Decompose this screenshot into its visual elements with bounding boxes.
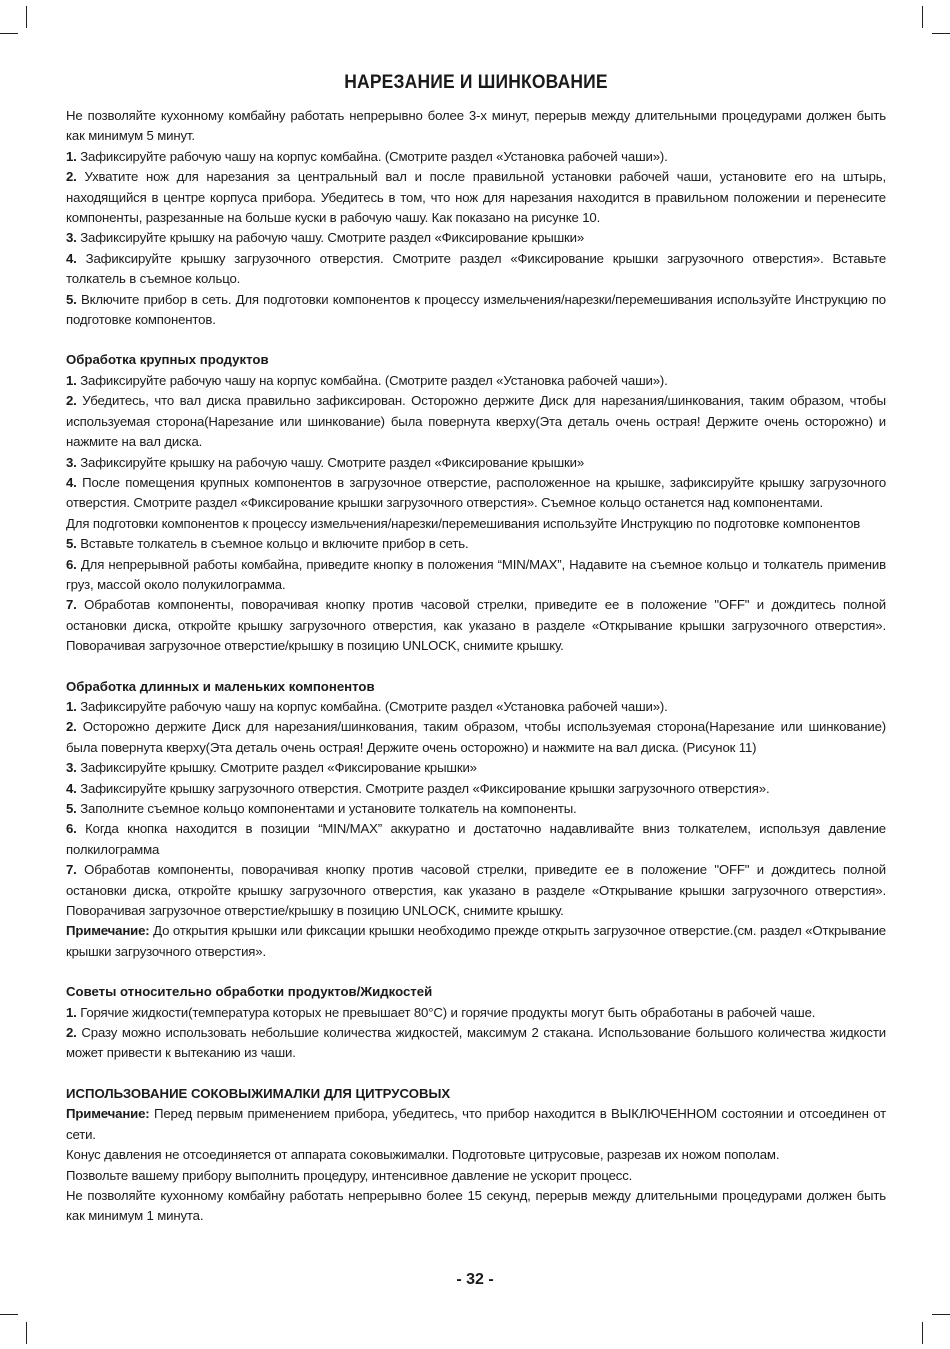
step-item: 7. Обработав компоненты, поворачивая кнопку против часовой стрелки, приведите ее в положение "OFF" и дождитесь полной остановки диска, откройте крышку загрузочного отверстия, как указано в разделе «Открывание крышки загрузочного отверстия». Поворачивая загрузочное отверстие/крышку в позицию UNLOCK, снимите крышку. [66, 862, 886, 919]
section-heading: Советы относительно обработки продуктов/Жидкостей [66, 984, 433, 1000]
step-item: 1. Зафиксируйте рабочую чашу на корпус комбайна. (Смотрите раздел «Установка рабочей чаши»). [66, 372, 668, 388]
steps-main [66, 147, 886, 331]
step-item: 6. Для непрерывной работы комбайна, приведите кнопку в положения “MIN/MAX”, Надавите на съемное кольцо и толкатель применив груз, массой около полукилограмма. [66, 556, 886, 592]
section-heading: Обработка длинных и маленьких компонентов [66, 678, 375, 694]
document-page [66, 72, 886, 1227]
section-long-small [66, 677, 886, 963]
crop-mark-top-left-h [0, 33, 18, 34]
crop-mark-bottom-left-v [26, 1322, 27, 1344]
note-item: Примечание: Перед первым применением прибора, убедитесь, что прибор находится в ВЫКЛЮЧЕННОМ состоянии и отсоединен от сети. [66, 1106, 886, 1142]
step-item: 7. Обработав компоненты, поворачивая кнопку против часовой стрелки, приведите ее в положение "OFF" и дождитесь полной остановки диска, откройте крышку загрузочного отверстия, как указано в разделе «Открывание крышки загрузочного отверстия». Поворачивая загрузочное отверстие/крышку в позицию UNLOCK, снимите крышку. [66, 597, 886, 654]
section-heading: Обработка крупных продуктов [66, 352, 269, 368]
paragraph: Конус давления не отсоединяется от аппарата соковыжималки. Подготовьте цитрусовые, разрезав их ножом пополам. [66, 1147, 780, 1163]
crop-mark-top-right-v [922, 6, 923, 28]
step-item: 1. Зафиксируйте рабочую чашу на корпус комбайна. (Смотрите раздел «Установка рабочей чаши»). [66, 148, 668, 164]
section-heading: ИСПОЛЬЗОВАНИЕ СОКОВЫЖИМАЛКИ ДЛЯ ЦИТРУСОВЫХ [66, 1085, 451, 1101]
step-item: 3. Зафиксируйте крышку на рабочую чашу. Смотрите раздел «Фиксирование крышки» [66, 230, 585, 246]
crop-mark-top-left-v [26, 6, 27, 28]
section-large-products [66, 350, 886, 656]
step-item: Для подготовки компонентов к процессу измельчения/нарезки/перемешивания используйте Инструкцию по подготовке компонентов [66, 515, 861, 531]
step-item: 6. Когда кнопка находится в позиции “MIN/MAX” аккуратно и достаточно надавливайте вниз толкателем, используя давление полкилограмма [66, 821, 886, 857]
step-item: 3. Зафиксируйте крышку. Смотрите раздел «Фиксирование крышки» [66, 760, 477, 776]
page-title: НАРЕЗАНИЕ И ШИНКОВАНИЕ [344, 72, 608, 93]
step-item: 1. Зафиксируйте рабочую чашу на корпус комбайна. (Смотрите раздел «Установка рабочей чаши»). [66, 698, 668, 714]
step-item: 2. Сразу можно использовать небольшие количества жидкостей, максимум 2 стакана. Использование большого количества жидкости может привести к вытеканию из чаши. [66, 1025, 886, 1061]
step-item: 2. Осторожно держите Диск для нарезания/шинкования, таким образом, чтобы используемая сторона(Нарезание или шинкование) была повернута кверху(Эта деталь очень острая! Держите очень осторожно) и нажмите на вал диска. (Рисунок 11) [66, 719, 886, 755]
crop-mark-bottom-left-h [0, 1314, 18, 1315]
step-item: 5. Вставьте толкатель в съемное кольцо и включите прибор в сеть. [66, 536, 469, 552]
step-item: 1. Горячие жидкости(температура которых не превышает 80°C) и горячие продукты могут быть обработаны в рабочей чаше. [66, 1004, 816, 1020]
section-tips [66, 982, 886, 1064]
step-item: 5. Включите прибор в сеть. Для подготовки компонентов к процессу измельчения/нарезки/перемешивания используйте Инструкцию по подготовке компонентов. [66, 291, 886, 328]
step-item: 3. Зафиксируйте крышку на рабочую чашу. Смотрите раздел «Фиксирование крышки» [66, 454, 585, 470]
paragraph: Не позволяйте кухонному комбайну работать непрерывно более 15 секунд, перерыв между длительными процедурами должен быть как минимум 1 минута. [66, 1187, 886, 1224]
crop-mark-bottom-right-v [922, 1322, 923, 1344]
note-item: Примечание: До открытия крышки или фиксации крышки необходимо прежде открыть загрузочное отверстие.(см. раздел «Открывание крышки загрузочного отверстия». [66, 923, 886, 959]
crop-mark-bottom-right-h [932, 1314, 950, 1315]
step-item: 4. Зафиксируйте крышку загрузочного отверстия. Смотрите раздел «Фиксирование крышки загрузочного отверстия». Вставьте толкатель в съемное кольцо. [66, 250, 886, 287]
step-item: 2. Убедитесь, что вал диска правильно зафиксирован. Осторожно держите Диск для нарезания/шинкования, таким образом, чтобы используемая сторона(Нарезание или шинкование) была повернута кверху(Эта деталь очень острая! Держите очень осторожно) и нажмите на вал диска. [66, 393, 886, 450]
intro-paragraph: Не позволяйте кухонному комбайну работать непрерывно более 3-х минут, перерыв между длительными процедурами должен быть как минимум 5 минут. [66, 108, 886, 144]
step-item: 4. Зафиксируйте крышку загрузочного отверстия. Смотрите раздел «Фиксирование крышки загрузочного отверстия». [66, 780, 770, 796]
step-item: 5. Заполните съемное кольцо компонентами и установите толкатель на компоненты. [66, 801, 577, 816]
section-citrus [66, 1084, 886, 1227]
step-item: 4. После помещения крупных компонентов в загрузочное отверстие, расположенное на крышке, зафиксируйте крышку загрузочного отверстия. Смотрите раздел «Фиксирование крышки загрузочного отверстия». Съемное кольцо останется над компонентами. [66, 474, 886, 511]
paragraph: Позвольте вашему прибору выполнить процедуру, интенсивное давление не ускорит процесс. [66, 1167, 633, 1183]
step-item: 2. Ухватите нож для нарезания за центральный вал и после правильной установки рабочей чаши, установите его на штырь, находящийся в центре корпуса прибора. Убедитесь в том, что нож для нарезания находится в правильном положении и перенесите компоненты, разрезанные на больше куски в рабочую чашу. Как показано на рисунке 10. [66, 169, 886, 226]
page-number: - 32 - [456, 1271, 494, 1288]
crop-mark-top-right-h [932, 33, 950, 34]
